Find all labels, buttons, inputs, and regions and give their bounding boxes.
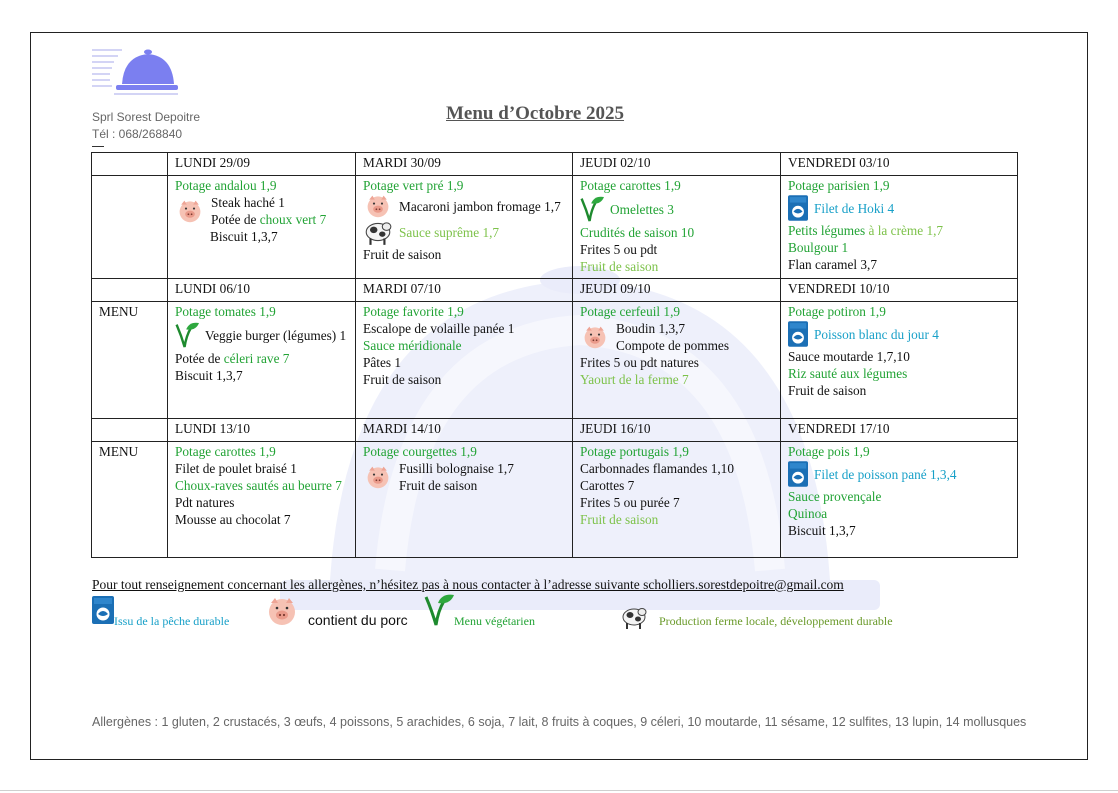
menu-item: Potage pois 1,9	[788, 444, 870, 459]
menu-item-part: choux vert 7	[259, 212, 327, 227]
msc-icon	[788, 320, 808, 348]
day-menu-cell	[168, 442, 356, 558]
menu-item-part: Petits légumes	[788, 223, 869, 238]
menu-item: Potage vert pré 1,9	[363, 178, 464, 193]
menu-item: Potage carottes 1,9	[580, 178, 681, 193]
menu-item: Potage carottes 1,9	[175, 444, 276, 459]
menu-item-part: Potée de	[175, 351, 224, 366]
pig-icon	[363, 465, 393, 489]
day-header: JEUDI 16/10	[573, 419, 781, 442]
company-phone: Tél : 068/268840	[92, 127, 183, 141]
menu-item: Steak haché 1	[211, 195, 285, 210]
menu-item: Potage andalou 1,9	[175, 178, 277, 193]
menu-item: Poisson blanc du jour 4	[814, 326, 939, 342]
leaf-icon	[175, 320, 199, 350]
day-menu-cell	[168, 302, 356, 419]
menu-item: Mousse au chocolat 7	[175, 512, 291, 527]
week-header-row	[92, 419, 1018, 442]
menu-item: Potage parisien 1,9	[788, 178, 890, 193]
menu-item: Pdt natures	[175, 495, 235, 510]
menu-item: Flan caramel 3,7	[788, 257, 877, 272]
menu-item: Frites 5 ou pdt	[580, 242, 658, 257]
company-info	[92, 109, 200, 143]
menu-item-part: céleri rave 7	[223, 351, 290, 366]
menu-item: Sauce moutarde 1,7,10	[788, 349, 910, 364]
menu-item: Macaroni jambon fromage 1,7	[399, 198, 561, 214]
menu-item: Crudités de saison 10	[580, 225, 695, 240]
menu-item: Fruit de saison	[399, 478, 478, 493]
menu-item: Potage favorite 1,9	[363, 304, 464, 319]
menu-item: Fruit de saison	[788, 383, 867, 398]
day-menu-cell	[781, 176, 1018, 279]
menu-item: Choux-raves sautés au beurre 7	[175, 478, 342, 493]
menu-item: Carbonnades flamandes 1,10	[580, 461, 734, 476]
leaf-icon	[424, 593, 454, 627]
menu-item: Fruit de saison	[363, 372, 442, 387]
contact-notice[interactable]: Pour tout renseignement concernant les allergènes, n’hésitez pas à nous contacter à l’adresse suivante scholliers.sorestdepoitre@gmail.com	[92, 577, 844, 592]
allergens-note: Allergènes : 1 gluten, 2 crustacés, 3 œufs, 4 poissons, 5 arachides, 6 soja, 7 lait, 8 fruits à coques, 9 céleri, 10 moutarde, 11 sésame, 12 sulfites, 13 lupin, 14 mollusques	[92, 715, 1027, 729]
cow-icon	[620, 604, 648, 630]
divider	[92, 146, 104, 147]
day-menu-cell	[573, 442, 781, 558]
menu-item: Quinoa	[788, 506, 828, 521]
menu-item	[175, 350, 348, 367]
menu-item	[788, 222, 1010, 239]
week-label-cell	[92, 419, 168, 442]
week-label: MENU	[92, 442, 168, 558]
menu-item: Fusilli bolognaise 1,7	[399, 461, 514, 476]
menu-item: Frites 5 ou pdt natures	[580, 355, 699, 370]
msc-icon	[788, 194, 808, 222]
company-name: Sprl Sorest Depoitre	[92, 110, 201, 124]
menu-item: Filet de Hoki 4	[814, 200, 895, 216]
menu-item: Sauce suprême 1,7	[399, 224, 500, 240]
menu-item: Potage tomates 1,9	[175, 304, 276, 319]
legend-pork-label: contient du porc	[308, 612, 408, 628]
menu-item: Fruit de saison	[580, 259, 659, 274]
day-header: JEUDI 09/10	[573, 279, 781, 302]
menu-item-part: à la crème 1,7	[868, 223, 944, 238]
legend-msc-label: Issu de la pêche durable	[114, 614, 230, 628]
pig-icon	[265, 596, 299, 626]
day-header: VENDREDI 17/10	[781, 419, 1018, 442]
day-header: VENDREDI 10/10	[781, 279, 1018, 302]
day-header: MARDI 14/10	[356, 419, 573, 442]
day-header: LUNDI 06/10	[168, 279, 356, 302]
cow-icon	[363, 218, 393, 246]
pig-icon	[175, 199, 205, 223]
menu-item: Escalope de volaille panée 1	[363, 321, 515, 336]
menu-item: Potage potiron 1,9	[788, 304, 886, 319]
menu-item: Filet de poulet braisé 1	[175, 461, 297, 476]
day-header: MARDI 07/10	[356, 279, 573, 302]
day-header: VENDREDI 03/10	[781, 153, 1018, 176]
menu-table	[91, 152, 1018, 558]
page-bottom-border	[0, 790, 1118, 791]
menu-item: Fruit de saison	[363, 247, 442, 262]
menu-item: Frites 5 ou purée 7	[580, 495, 680, 510]
week-label	[92, 176, 168, 279]
week-label: MENU	[92, 302, 168, 419]
day-menu-cell	[573, 302, 781, 419]
menu-item: Sauce provençale	[788, 489, 882, 504]
menu-item: Carottes 7	[580, 478, 635, 493]
week-label-cell	[92, 153, 168, 176]
menu-item: Biscuit 1,3,7	[175, 368, 243, 383]
leaf-icon	[580, 194, 604, 224]
menu-item: Boulgour 1	[788, 240, 849, 255]
day-menu-cell	[168, 176, 356, 279]
week-menu-row	[92, 302, 1018, 419]
menu-item: Boudin 1,3,7	[616, 321, 686, 336]
menu-item: Biscuit 1,3,7	[210, 229, 278, 244]
day-menu-cell	[573, 176, 781, 279]
menu-item: Potage portugais 1,9	[580, 444, 689, 459]
menu-item: Riz sauté aux légumes	[788, 366, 908, 381]
menu-item: Omelettes 3	[610, 201, 674, 217]
day-menu-cell	[356, 176, 573, 279]
week-label-cell	[92, 279, 168, 302]
cloche-logo	[92, 44, 178, 100]
menu-item: Compote de pommes	[616, 338, 730, 353]
menu-item: Sauce méridionale	[363, 338, 462, 353]
day-header: LUNDI 29/09	[168, 153, 356, 176]
menu-item: Veggie burger (légumes) 1	[205, 327, 347, 343]
legend-veg-label: Menu végétarien	[454, 614, 535, 628]
menu-item: Fruit de saison	[580, 512, 659, 527]
menu-item: Yaourt de la ferme 7	[580, 372, 689, 387]
week-menu-row	[92, 442, 1018, 558]
msc-icon	[92, 596, 114, 624]
pig-icon	[363, 194, 393, 218]
menu-item: Pâtes 1	[363, 355, 402, 370]
day-menu-cell	[356, 302, 573, 419]
menu-item	[211, 211, 326, 228]
page-title: Menu d’Octobre 2025	[446, 103, 625, 124]
day-menu-cell	[356, 442, 573, 558]
day-menu-cell	[781, 442, 1018, 558]
day-header: LUNDI 13/10	[168, 419, 356, 442]
week-menu-row	[92, 176, 1018, 279]
menu-item: Biscuit 1,3,7	[788, 523, 856, 538]
menu-item: Filet de poisson pané 1,3,4	[814, 466, 957, 482]
week-header-row	[92, 153, 1018, 176]
msc-icon	[788, 460, 808, 488]
menu-item-part: Potée de	[211, 212, 260, 227]
menu-item: Potage cerfeuil 1,9	[580, 304, 681, 319]
day-header: MARDI 30/09	[356, 153, 573, 176]
day-header: JEUDI 02/10	[573, 153, 781, 176]
pig-icon	[580, 325, 610, 349]
day-menu-cell	[781, 302, 1018, 419]
week-header-row	[92, 279, 1018, 302]
menu-item: Potage courgettes 1,9	[363, 444, 477, 459]
legend-farm-label: Production ferme locale, développement durable	[659, 614, 893, 628]
